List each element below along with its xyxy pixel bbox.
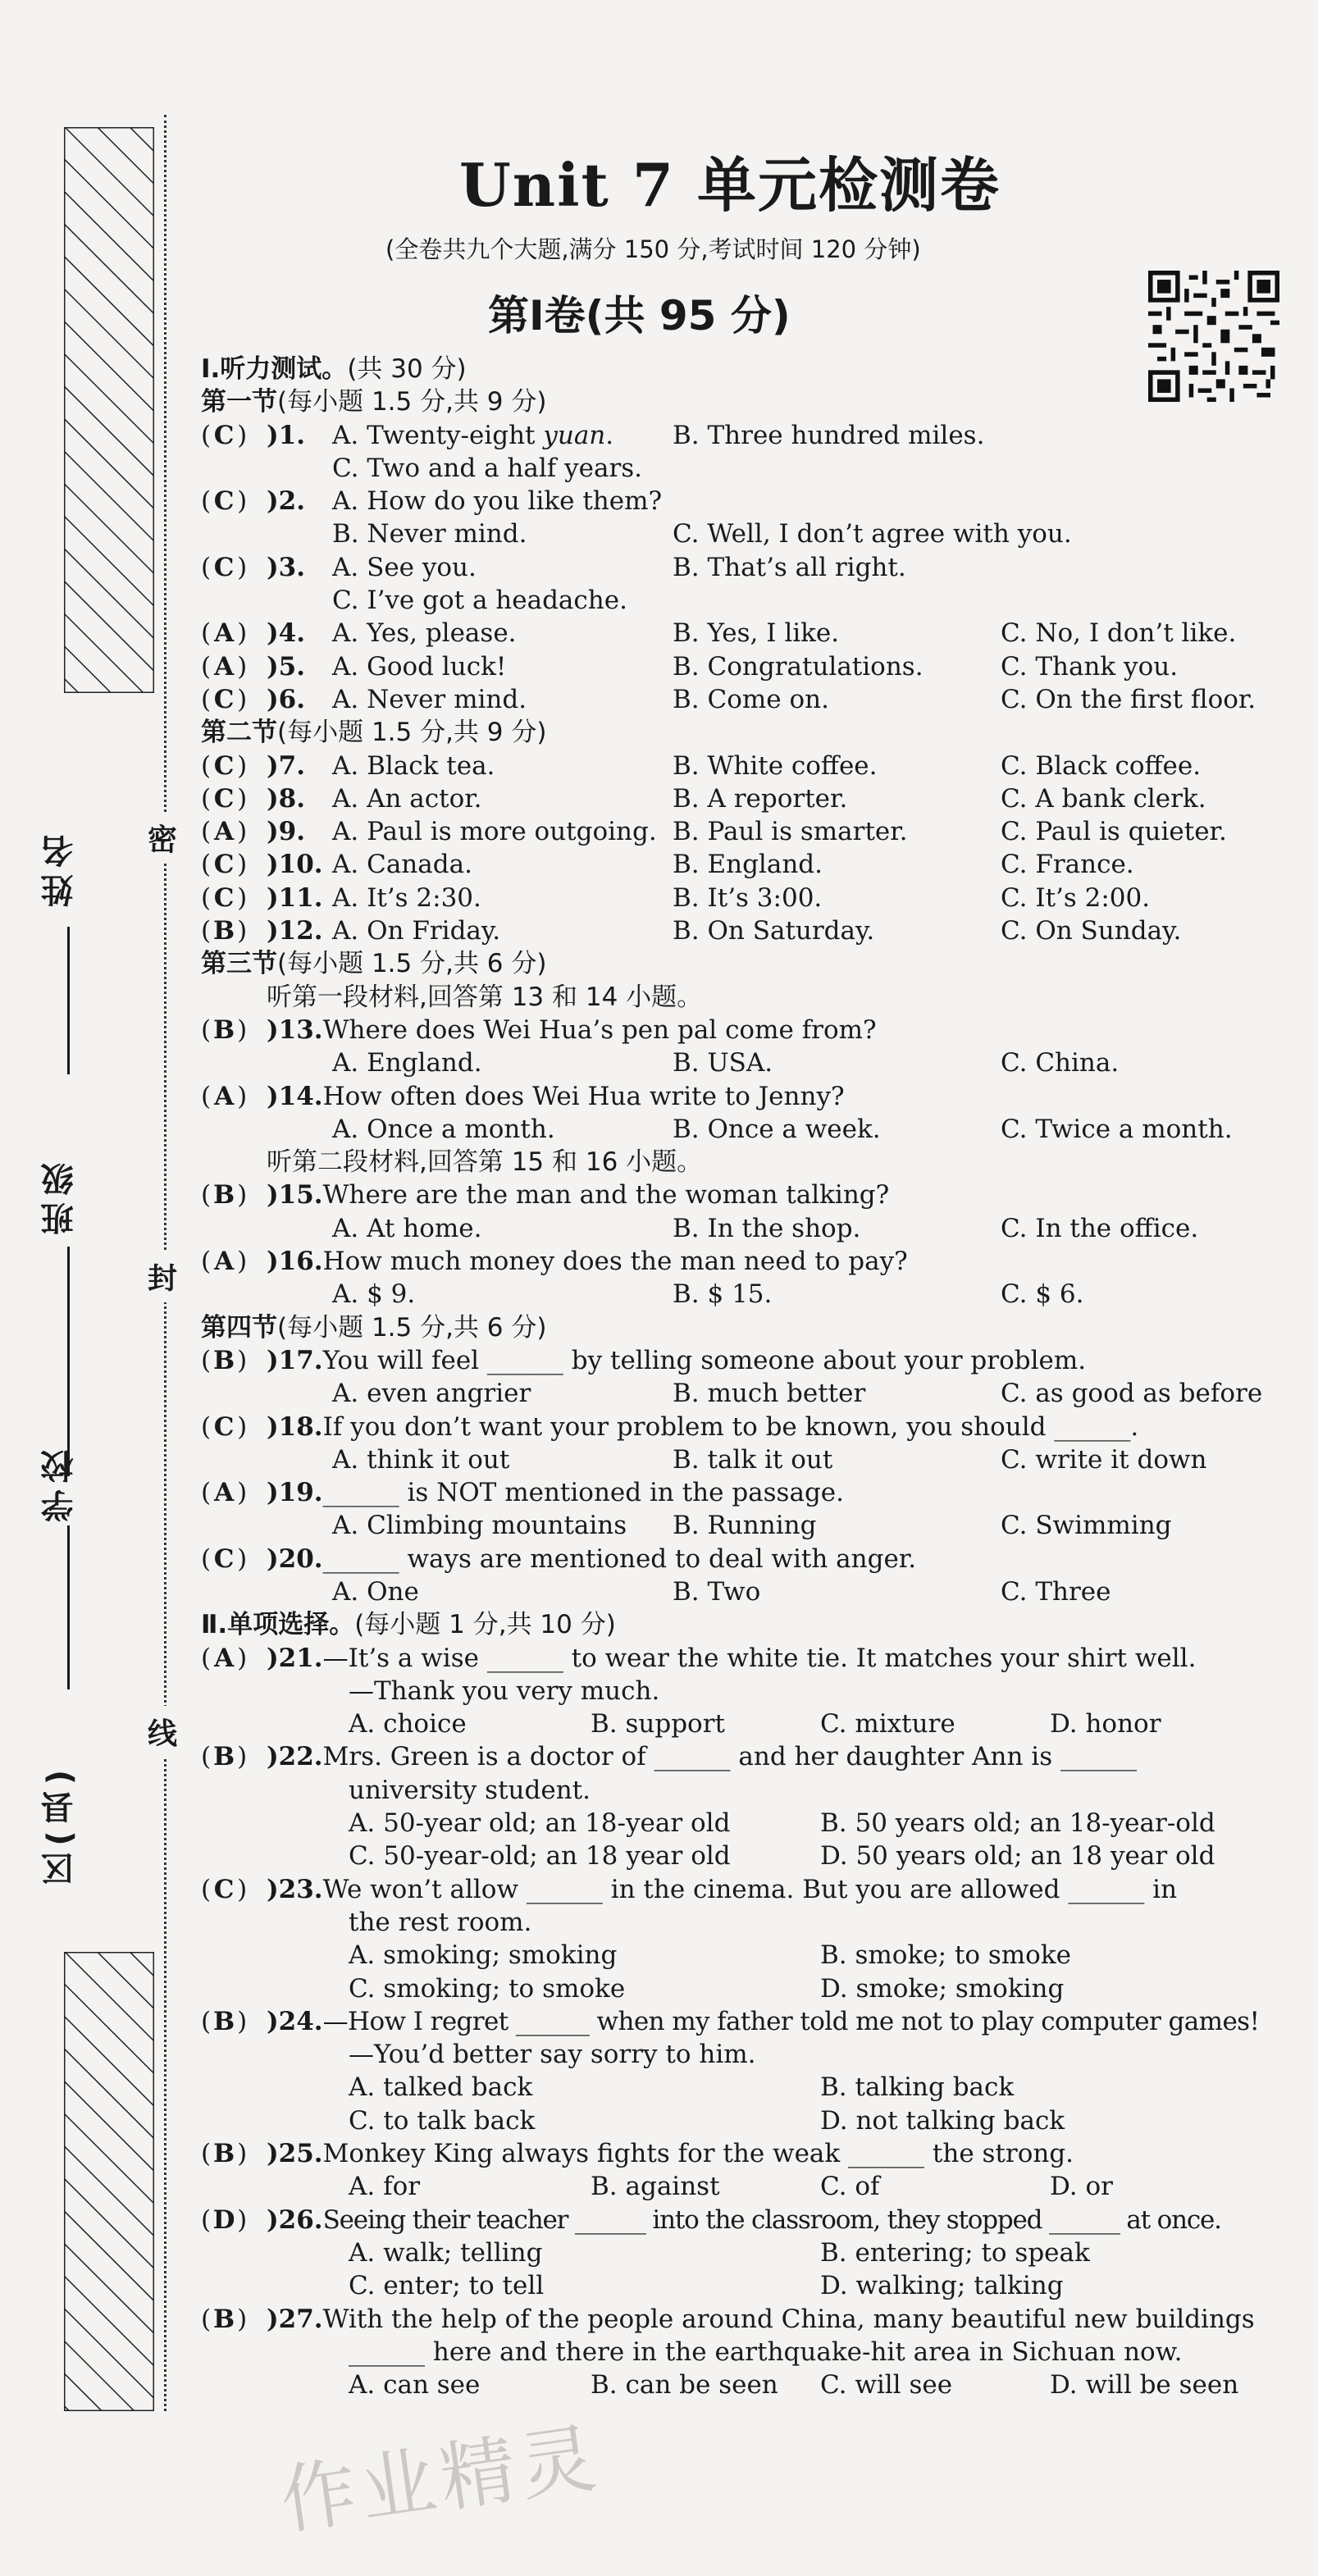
q6-option-c: C. On the first floor. xyxy=(1001,684,1256,714)
answer-13: B xyxy=(213,1014,235,1045)
part1-label: 第一节 xyxy=(201,387,277,417)
question-5: ( A ) )5. A. Good luck! B. Congratulations. C. Thank you. xyxy=(201,650,1292,683)
question-21: ( A ) )21.—It’s a wise ______ to wear the white tie. It matches your shirt well. xyxy=(201,1642,1292,1675)
answer-20: C xyxy=(213,1543,235,1574)
qnum-14: )14. xyxy=(267,1081,323,1111)
question-15: (B) )15.Where are the man and the woman talking? xyxy=(201,1179,1292,1211)
q14-option-b: B. Once a week. xyxy=(673,1114,881,1144)
watermark-text: 作业精灵 xyxy=(275,2414,606,2546)
margin-line-1 xyxy=(67,927,70,1074)
q21-line2: —Thank you very much. xyxy=(349,1676,660,1706)
q3-option-c: C. I’ve got a headache. xyxy=(332,586,627,616)
question-10: ( C ) )10. A. Canada. B. England. C. France. xyxy=(201,848,1292,881)
q25-stem: Monkey King always fights for the weak ______ the strong. xyxy=(322,2139,1074,2169)
q7-option-c: C. Black coffee. xyxy=(1001,750,1202,781)
qnum-18: )18. xyxy=(267,1411,323,1442)
q21-option-d: D. honor xyxy=(1050,1709,1161,1739)
q12-option-a: A. On Friday. xyxy=(332,916,501,946)
q9-option-c: C. Paul is quieter. xyxy=(1001,817,1227,847)
part3-intro-1: 听第一段材料,回答第 13 和 14 小题。 xyxy=(267,982,703,1012)
q3-option-b: B. That’s all right. xyxy=(673,552,906,582)
q27-option-b: B. can be seen xyxy=(591,2370,778,2400)
q4-option-b: B. Yes, I like. xyxy=(673,618,840,649)
qnum-8: )8. xyxy=(267,783,306,814)
q22-option-b: B. 50 years old; an 18-year-old xyxy=(820,1808,1215,1839)
qnum-25: )25. xyxy=(267,2139,323,2169)
q13-option-a: A. England. xyxy=(332,1048,482,1078)
q27-line2: ______ here and there in the earthquake-hit area in Sichuan now. xyxy=(349,2337,1183,2367)
section1-points: (共 30 分) xyxy=(347,354,467,384)
question-25: (B) )25.Monkey King always fights for the weak ______ the strong. xyxy=(201,2137,1292,2170)
q1-option-c: C. Two and a half years. xyxy=(332,453,643,483)
answer-11: C xyxy=(213,882,235,913)
q3-option-a: A. See you. xyxy=(332,552,477,582)
q14-stem: How often does Wei Hua write to Jenny? xyxy=(322,1081,845,1111)
q1-option-a: A. Twenty-eight xyxy=(332,420,544,450)
margin-line-3 xyxy=(67,1525,70,1689)
q16-option-c: C. $ 6. xyxy=(1001,1279,1084,1310)
name-label: 姓名 xyxy=(41,828,79,907)
answer-4: A xyxy=(214,618,235,649)
q16-stem: How much money does the man need to pay? xyxy=(322,1247,908,1277)
q22-option-c: C. 50-year-old; an 18 year old xyxy=(349,1841,731,1872)
qnum-1: )1. xyxy=(267,420,306,450)
qnum-3: )3. xyxy=(267,552,306,582)
qnum-20: )20. xyxy=(267,1543,323,1574)
part4-label: 第四节 xyxy=(201,1312,277,1343)
q16-option-a: A. $ 9. xyxy=(332,1279,416,1310)
q21-option-b: B. support xyxy=(591,1709,725,1739)
question-27: (B) )27.With the help of the people around China, many beautiful new buildings xyxy=(201,2303,1292,2336)
qnum-6: )6. xyxy=(267,684,306,714)
q20-option-c: C. Three xyxy=(1001,1576,1111,1607)
q18-option-a: A. think it out xyxy=(332,1444,510,1475)
question-9: ( A ) )9. A. Paul is more outgoing. B. Paul is smarter. C. Paul is quieter. xyxy=(201,815,1292,848)
q5-option-c: C. Thank you. xyxy=(1001,651,1179,682)
answer-22: B xyxy=(213,1742,235,1772)
q9-option-b: B. Paul is smarter. xyxy=(673,817,908,847)
answer-2: C xyxy=(213,486,235,517)
question-19: ( A ) )19.______ is NOT mentioned in the passage. xyxy=(201,1476,1292,1509)
answer-3: C xyxy=(213,552,235,582)
qnum-27: )27. xyxy=(267,2304,323,2334)
question-4: ( A ) )4. A. Yes, please. B. Yes, I like. C. No, I don’t like. xyxy=(201,617,1292,650)
question-11: ( C ) )11. A. It’s 2:30. B. It’s 3:00. C. It’s 2:00. xyxy=(201,882,1292,914)
margin-line-2 xyxy=(67,1247,70,1476)
q25-option-d: D. or xyxy=(1050,2172,1113,2202)
q15-option-b: B. In the shop. xyxy=(673,1213,861,1243)
q2-option-b: B. Never mind. xyxy=(332,519,527,549)
q10-option-b: B. England. xyxy=(673,850,823,880)
q27-option-a: A. can see xyxy=(349,2370,481,2400)
q24-option-b: B. talking back xyxy=(820,2072,1015,2103)
qnum-12: )12. xyxy=(267,916,323,946)
question-1: ( C ) )1. A. Twenty-eight yuan. B. Three hundred miles. xyxy=(201,419,1292,452)
qnum-7: )7. xyxy=(267,750,306,781)
answer-25: B xyxy=(213,2139,235,2169)
question-24: (B) )24.—How I regret ______ when my father told me not to play computer games! xyxy=(201,2005,1292,2038)
part3-info: (每小题 1.5 分,共 6 分) xyxy=(277,949,547,979)
q20-option-a: A. One xyxy=(332,1576,419,1607)
q8-option-b: B. A reporter. xyxy=(673,783,848,814)
q24-line2: —You’d better say sorry to him. xyxy=(349,2040,756,2070)
answer-21: A xyxy=(214,1643,235,1673)
q23-stem: We won’t allow ______ in the cinema. But you are allowed ______ in xyxy=(322,1874,1178,1904)
q20-stem: ______ ways are mentioned to deal with anger. xyxy=(322,1543,917,1574)
q25-option-c: C. of xyxy=(820,2172,880,2202)
exam-info: (全卷共九个大题,满分 150 分,考试时间 120 分钟) xyxy=(385,235,921,263)
part1-info: (每小题 1.5 分,共 9 分) xyxy=(277,387,547,417)
section1-heading: Ⅰ.听力测试。 xyxy=(201,354,348,384)
qnum-13: )13. xyxy=(267,1014,323,1045)
q7-option-a: A. Black tea. xyxy=(332,750,495,781)
q18-option-b: B. talk it out xyxy=(673,1444,833,1475)
question-23: ( C ) )23.We won’t allow ______ in the cinema. But you are allowed ______ in xyxy=(201,1873,1292,1906)
answer-17: B xyxy=(213,1345,235,1375)
answer-9: A xyxy=(214,817,235,847)
answer-12: B xyxy=(213,916,235,946)
q21-option-c: C. mixture xyxy=(820,1709,955,1739)
question-16: ( A ) )16.How much money does the man need to pay? xyxy=(201,1245,1292,1278)
q15-option-a: A. At home. xyxy=(332,1213,482,1243)
q2-stem: A. How do you like them? xyxy=(332,486,663,517)
q26-option-a: A. walk; telling xyxy=(349,2237,543,2268)
q24-stem: —How I regret ______ when my father told me not to play computer games! xyxy=(322,2006,1260,2036)
q18-stem: If you don’t want your problem to be known, you should ______. xyxy=(322,1411,1139,1442)
qnum-4: )4. xyxy=(267,618,306,649)
qnum-22: )22. xyxy=(267,1742,323,1772)
q23-option-c: C. smoking; to smoke xyxy=(349,1973,626,2004)
q20-option-b: B. Two xyxy=(673,1576,761,1607)
q22-option-d: D. 50 years old; an 18 year old xyxy=(820,1841,1215,1872)
question-18: ( C ) )18.If you don’t want your problem to be known, you should ______. xyxy=(201,1411,1292,1443)
q17-option-a: A. even angrier xyxy=(332,1379,531,1409)
answer-19: A xyxy=(214,1478,235,1508)
answer-15: B xyxy=(213,1180,235,1210)
q15-stem: Where are the man and the woman talking? xyxy=(322,1180,890,1210)
q26-option-b: B. entering; to speak xyxy=(820,2237,1090,2268)
q13-stem: Where does Wei Hua’s pen pal come from? xyxy=(322,1014,877,1045)
school-label: 学校 xyxy=(41,1443,79,1522)
answer-23: C xyxy=(213,1874,235,1904)
answer-1: C xyxy=(213,420,235,450)
answer-27: B xyxy=(213,2304,235,2334)
qnum-2: )2. xyxy=(267,486,306,517)
part2-label: 第二节 xyxy=(201,718,277,748)
q5-option-b: B. Congratulations. xyxy=(673,651,924,682)
q6-option-a: A. Never mind. xyxy=(332,684,527,714)
class-label: 班级 xyxy=(41,1156,79,1235)
q17-stem: You will feel ______ by telling someone about your problem. xyxy=(322,1345,1087,1375)
question-8: ( C ) )8. A. An actor. B. A reporter. C. A bank clerk. xyxy=(201,782,1292,815)
part4-info: (每小题 1.5 分,共 6 分) xyxy=(277,1312,547,1343)
qnum-5: )5. xyxy=(267,651,306,682)
answer-18: C xyxy=(213,1411,235,1442)
q1-option-a-italic: yuan xyxy=(543,420,606,450)
q2-option-c: C. Well, I don’t agree with you. xyxy=(673,519,1072,549)
question-22: (B) )22.Mrs. Green is a doctor of ______ and her daughter Ann is ______ xyxy=(201,1740,1292,1773)
q24-option-d: D. not talking back xyxy=(820,2105,1065,2136)
q17-option-b: B. much better xyxy=(673,1379,866,1409)
answer-14: A xyxy=(214,1081,235,1111)
q22-option-a: A. 50-year old; an 18-year old xyxy=(349,1808,731,1839)
section2-heading: Ⅱ.单项选择。 xyxy=(201,1610,355,1640)
q1-option-a-end: . xyxy=(605,420,614,450)
part2-info: (每小题 1.5 分,共 9 分) xyxy=(277,718,547,748)
q11-option-c: C. It’s 2:00. xyxy=(1001,882,1151,913)
question-14: ( A ) )14.How often does Wei Hua write to Jenny? xyxy=(201,1080,1292,1113)
q18-option-c: C. write it down xyxy=(1001,1444,1207,1475)
question-13: (B) )13.Where does Wei Hua’s pen pal come from? xyxy=(201,1014,1292,1046)
q10-option-c: C. France. xyxy=(1001,850,1134,880)
q16-option-b: B. $ 15. xyxy=(673,1279,773,1310)
q23-option-a: A. smoking; smoking xyxy=(349,1940,618,1971)
question-7: ( C ) )7. A. Black tea. B. White coffee. C. Black coffee. xyxy=(201,750,1292,782)
q25-option-a: A. for xyxy=(349,2172,421,2202)
q11-option-b: B. It’s 3:00. xyxy=(673,882,823,913)
q23-line2: the rest room. xyxy=(349,1907,532,1937)
qnum-17: )17. xyxy=(267,1345,323,1375)
q12-option-c: C. On Sunday. xyxy=(1001,916,1182,946)
question-list xyxy=(201,353,1292,2401)
q26-option-d: D. walking; talking xyxy=(820,2271,1064,2301)
q4-option-c: C. No, I don’t like. xyxy=(1001,618,1237,649)
q19-option-b: B. Running xyxy=(673,1511,817,1541)
answer-26: D xyxy=(212,2204,235,2235)
qnum-15: )15. xyxy=(267,1180,323,1210)
qnum-19: )19. xyxy=(267,1478,323,1508)
qnum-16: )16. xyxy=(267,1247,323,1277)
page-title: Unit 7 单元检测卷 xyxy=(459,150,1001,220)
seal-char-xian: 线 xyxy=(148,1706,177,1758)
seal-char-feng: 封 xyxy=(148,1251,177,1302)
q8-option-a: A. An actor. xyxy=(332,783,482,814)
q22-line2: university student. xyxy=(349,1775,591,1805)
question-6: ( C ) )6. A. Never mind. B. Come on. C. On the first floor. xyxy=(201,683,1292,716)
answer-6: C xyxy=(213,684,235,714)
qnum-21: )21. xyxy=(267,1643,323,1673)
hatch-pattern-top xyxy=(64,127,154,693)
q19-option-c: C. Swimming xyxy=(1001,1511,1172,1541)
q1-option-b: B. Three hundred miles. xyxy=(673,420,985,450)
answer-7: C xyxy=(213,750,235,781)
q17-option-c: C. as good as before xyxy=(1001,1379,1263,1409)
q14-option-a: A. Once a month. xyxy=(332,1114,555,1144)
question-3: ( C ) )3. A. See you. B. That’s all right. xyxy=(201,551,1292,584)
answer-24: B xyxy=(213,2006,235,2036)
q13-option-b: B. USA. xyxy=(673,1048,773,1078)
q27-option-d: D. will be seen xyxy=(1050,2370,1239,2400)
hatch-pattern-bottom xyxy=(64,1952,154,2411)
q14-option-c: C. Twice a month. xyxy=(1001,1114,1233,1144)
q26-option-c: C. enter; to tell xyxy=(349,2271,545,2301)
q19-stem: ______ is NOT mentioned in the passage. xyxy=(322,1478,844,1508)
q27-stem: With the help of the people around China, many beautiful new buildings xyxy=(322,2304,1255,2334)
qnum-10: )10. xyxy=(267,850,323,880)
qnum-9: )9. xyxy=(267,817,306,847)
q24-option-a: A. talked back xyxy=(349,2072,533,2103)
answer-16: A xyxy=(214,1247,235,1277)
part3-label: 第三节 xyxy=(201,949,277,979)
q12-option-b: B. On Saturday. xyxy=(673,916,875,946)
q19-option-a: A. Climbing mountains xyxy=(332,1511,627,1541)
q6-option-b: B. Come on. xyxy=(673,684,829,714)
answer-8: C xyxy=(213,783,235,814)
question-12: (B) )12. A. On Friday. B. On Saturday. C. On Sunday. xyxy=(201,914,1292,947)
part3-intro-2: 听第二段材料,回答第 15 和 16 小题。 xyxy=(267,1147,703,1178)
answer-10: C xyxy=(213,850,235,880)
qnum-11: )11. xyxy=(267,882,323,913)
q10-option-a: A. Canada. xyxy=(332,850,472,880)
q5-option-a: A. Good luck! xyxy=(332,651,507,682)
q23-option-d: D. smoke; smoking xyxy=(820,1973,1065,2004)
q15-option-c: C. In the office. xyxy=(1001,1213,1199,1243)
qnum-24: )24. xyxy=(267,2006,323,2036)
question-17: (B) )17.You will feel ______ by telling someone about your problem. xyxy=(201,1344,1292,1377)
q22-stem: Mrs. Green is a doctor of ______ and her daughter Ann is ______ xyxy=(322,1742,1137,1772)
q23-option-b: B. smoke; to smoke xyxy=(820,1940,1071,1971)
answer-5: A xyxy=(214,651,235,682)
q21-stem: —It’s a wise ______ to wear the white tie. It matches your shirt well. xyxy=(322,1643,1197,1673)
q26-stem: Seeing their teacher ______ into the classroom, they stopped ______ at once. xyxy=(322,2204,1221,2235)
q4-option-a: A. Yes, please. xyxy=(332,618,517,649)
qnum-23: )23. xyxy=(267,1874,323,1904)
question-20: ( C ) )20.______ ways are mentioned to deal with anger. xyxy=(201,1543,1292,1575)
q24-option-c: C. to talk back xyxy=(349,2105,536,2136)
q13-option-c: C. China. xyxy=(1001,1048,1120,1078)
section2-info: (每小题 1 分,共 10 分) xyxy=(354,1610,616,1640)
qnum-26: )26. xyxy=(267,2204,323,2235)
q8-option-c: C. A bank clerk. xyxy=(1001,783,1206,814)
q27-option-c: C. will see xyxy=(820,2370,953,2400)
district-label: 区(县) xyxy=(41,1763,79,1885)
question-2: ( C ) )2. A. How do you like them? xyxy=(201,485,1292,517)
q7-option-b: B. White coffee. xyxy=(673,750,878,781)
q11-option-a: A. It’s 2:30. xyxy=(332,882,481,913)
q25-option-b: B. against xyxy=(591,2172,720,2202)
q9-option-a: A. Paul is more outgoing. xyxy=(332,817,657,847)
question-26: (D) )26.Seeing their teacher ______ into the classroom, they stopped ______ at once. xyxy=(201,2204,1292,2236)
q21-option-a: A. choice xyxy=(349,1709,467,1739)
part-heading: 第Ⅰ卷(共 95 分) xyxy=(488,292,791,340)
seal-char-mi: 密 xyxy=(148,812,177,864)
